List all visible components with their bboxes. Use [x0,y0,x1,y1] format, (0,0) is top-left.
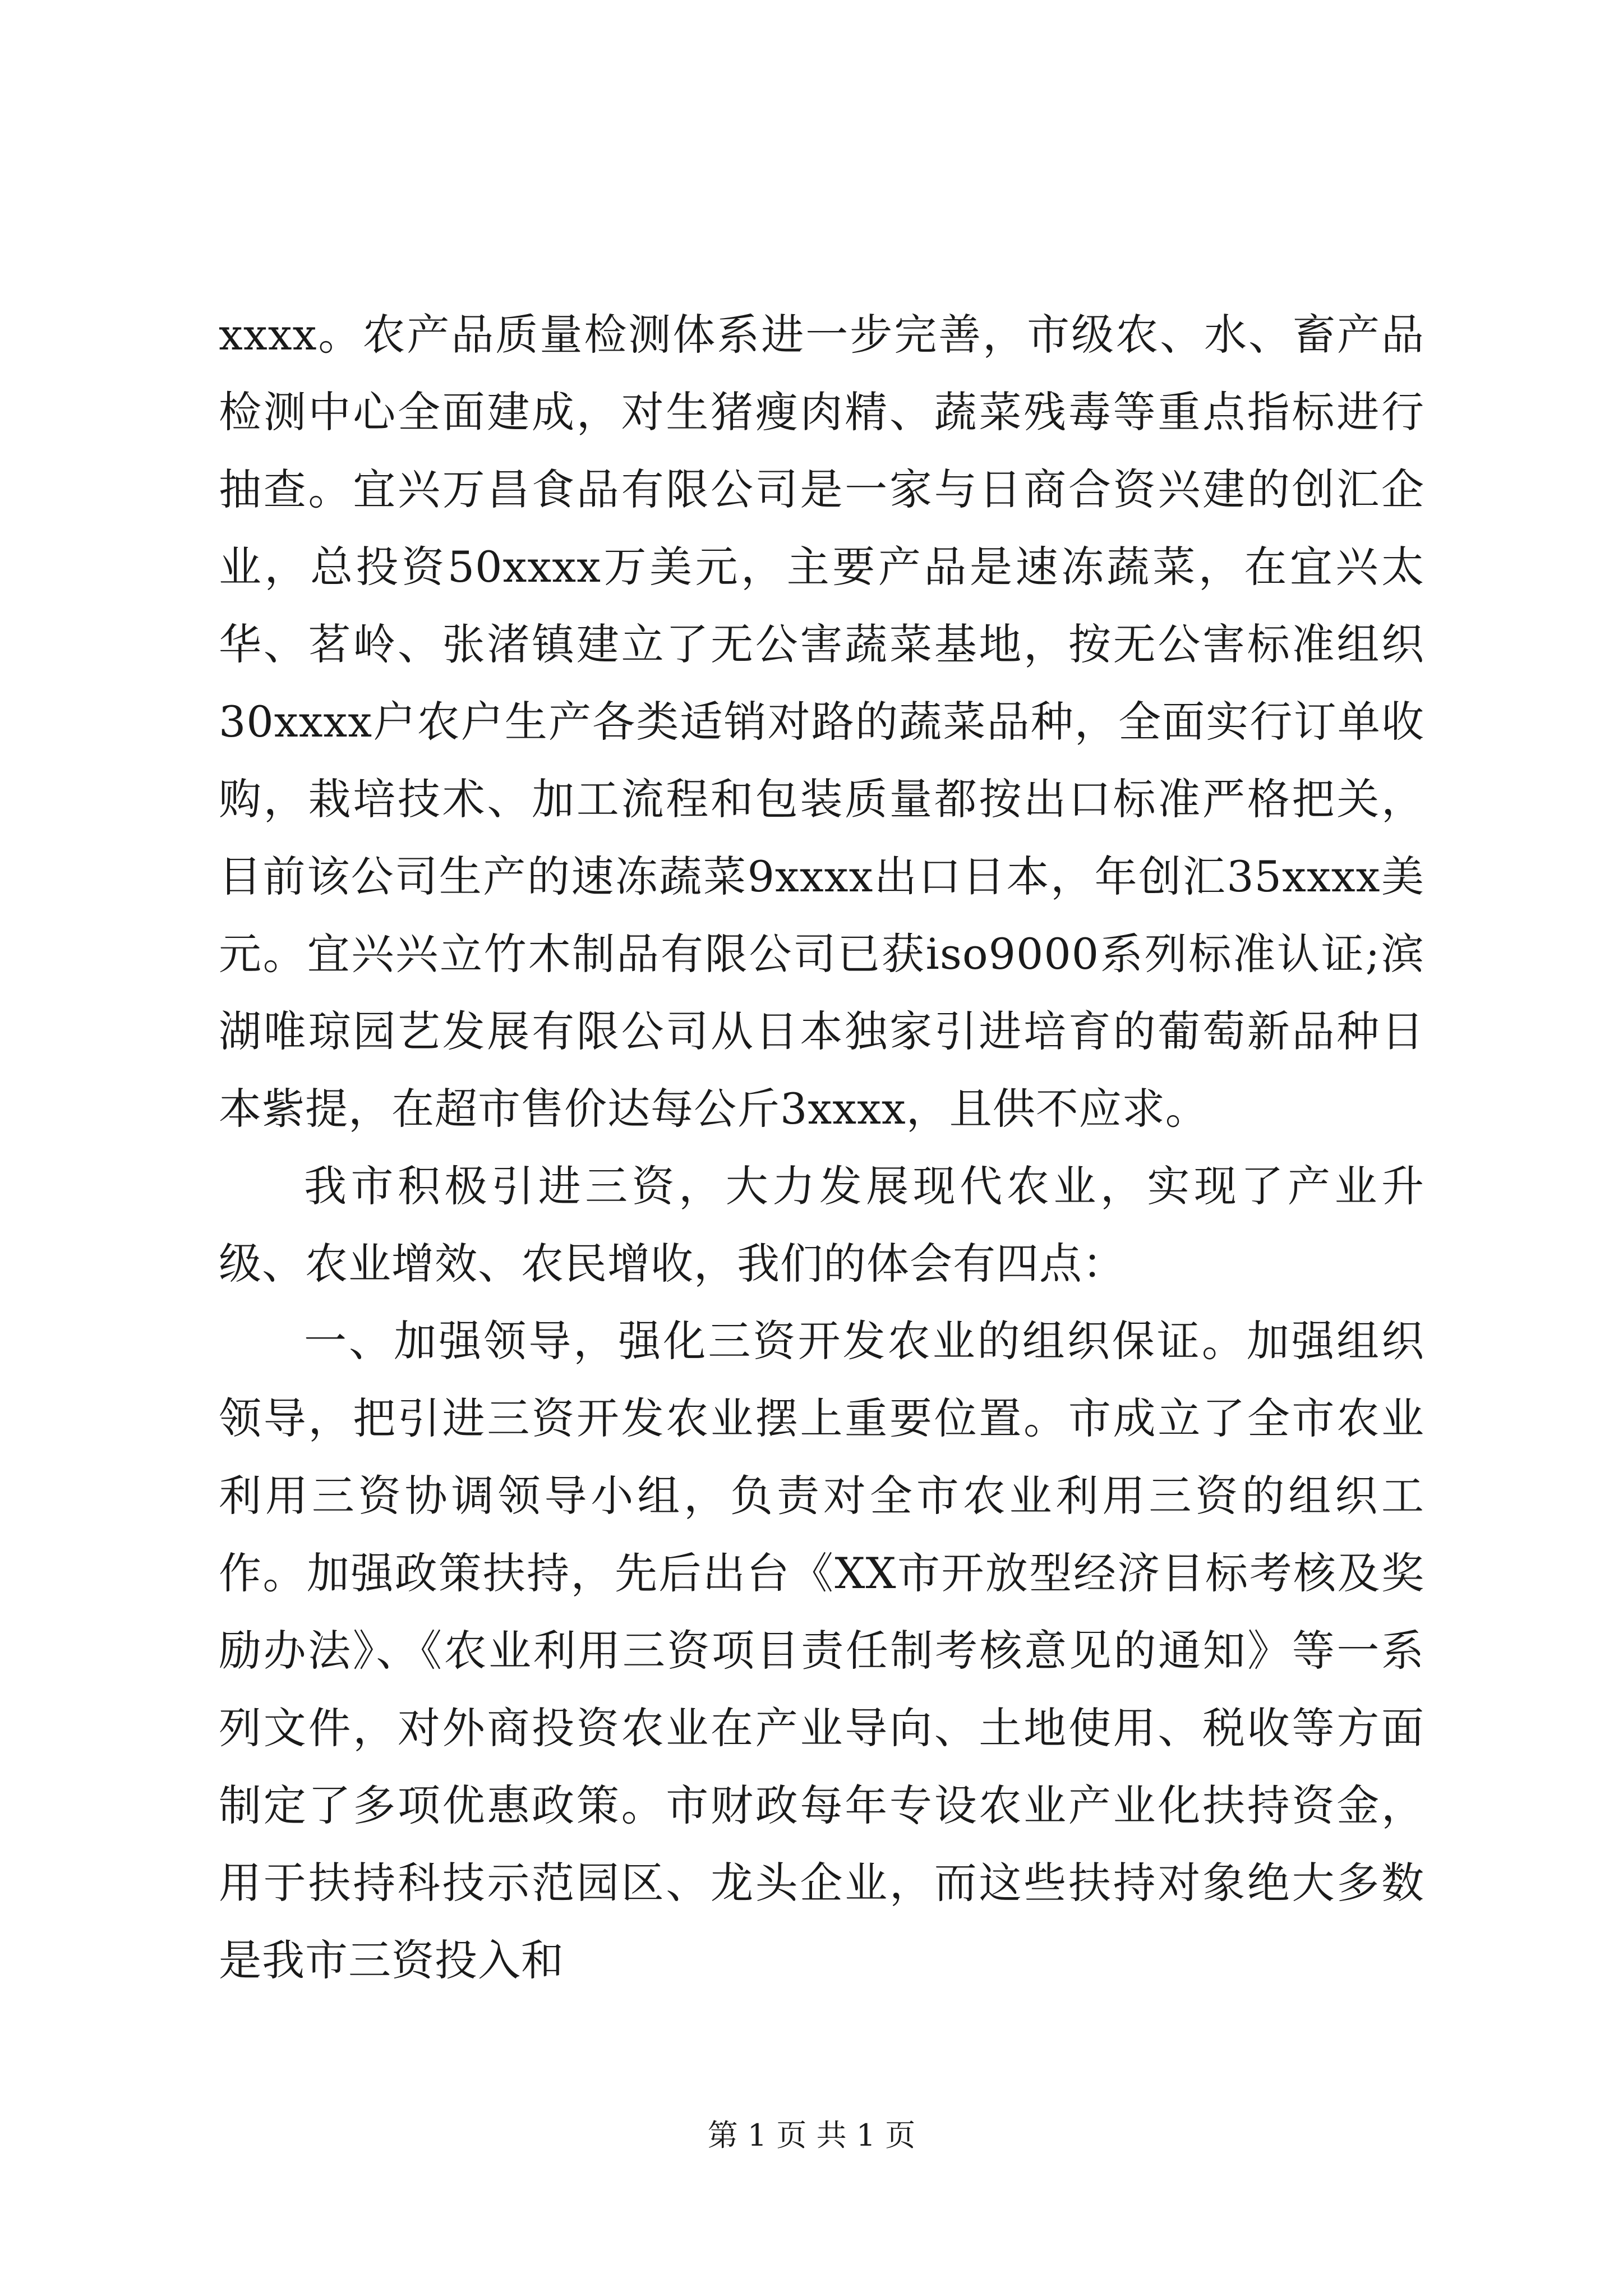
page-footer: 第 1 页 共 1 页 [707,2118,916,2153]
document-body [219,296,1424,1999]
paragraph-1: xxxx。农产品质量检测体系进一步完善，市级农、水、畜产品检测中心全面建成，对生猪瘦肉精、蔬菜残毒等重点指标进行抽查。宜兴万昌食品有限公司是一家与日商合资兴建的创汇企业，总投资50xxxx万美元，主要产品是速冻蔬菜，在宜兴太华、茗岭、张渚镇建立了无公害蔬菜基地，按无公害标准组织30xxxx户农户生产各类适销对路的蔬菜品种，全面实行订单收购，栽培技术、加工流程和包装质量都按出口标准严格把关，目前该公司生产的速冻蔬菜9xxxx出口日本，年创汇35xxxx美元。宜兴兴立竹木制品有限公司已获iso9000系列标准认证;滨湖唯琼园艺发展有限公司从日本独家引进培育的葡萄新品种日本紫提，在超市售价达每公斤3xxxx，且供不应求。 [219,310,1424,1134]
paragraph-2: 我市积极引进三资，大力发展现代农业，实现了产业升级、农业增效、农民增收，我们的体会有四点： [219,1161,1424,1289]
paragraph-3: 一、加强领导，强化三资开发农业的组织保证。加强组织领导，把引进三资开发农业摆上重要位置。市成立了全市农业利用三资协调领导小组，负责对全市农业利用三资的组织工作。加强政策扶持，先后出台《XX市开放型经济目标考核及奖励办法》、《农业利用三资项目责任制考核意见的通知》等一系列文件，对外商投资农业在产业导向、土地使用、税收等方面制定了多项优惠政策。市财政每年专设农业产业化扶持资金，用于扶持科技示范园区、龙头企业，而这些扶持对象绝大多数是我市三资投入和 [219,1316,1424,1985]
